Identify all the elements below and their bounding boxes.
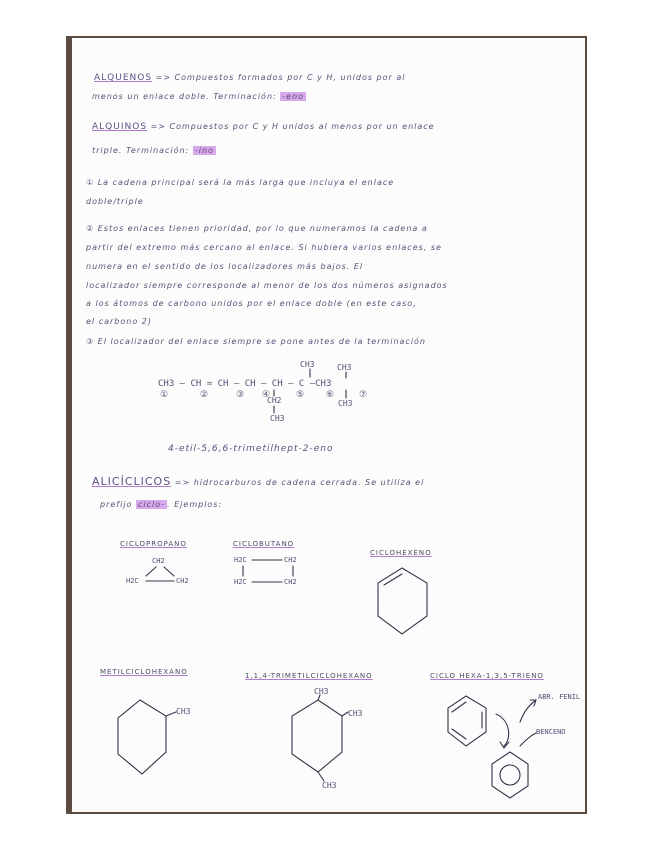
- ciclopropano-ch2-right: CH2: [176, 577, 189, 585]
- formula-bottom-ch3: CH3: [270, 414, 285, 423]
- ciclobutano-h2c-top: H2C: [234, 556, 247, 564]
- metilciclohexano-label: METILCICLOHEXANO: [100, 668, 188, 676]
- formula-locant-4: ④: [262, 390, 271, 400]
- ciclobutano-ch2-bottom: CH2: [284, 578, 297, 586]
- formula-locant-2: ②: [200, 390, 209, 400]
- rule2-line5: a los átomos de carbono unidos por el enlace doble (en este caso,: [86, 299, 417, 308]
- alquenos-title: ALQUENOS: [94, 73, 153, 83]
- ciclopropano-ch2-top: CH2: [152, 557, 165, 565]
- formula-locant-7: ⑦: [359, 390, 368, 400]
- aliciclicos-title: ALICÍCLICOS: [92, 475, 172, 488]
- ciclobutano-h2c-bottom: H2C: [234, 578, 247, 586]
- metilciclohexano-ch3: CH3: [176, 707, 191, 716]
- benceno-label: CICLO HEXA-1,3,5-TRIENO: [430, 672, 544, 680]
- aliciclicos-def: => hidrocarburos de cadena cerrada. Se utiliza el: [174, 478, 425, 487]
- ciclobutano-label: CICLOBUTANO: [233, 540, 295, 548]
- alquenos-suffix: -eno: [282, 92, 305, 101]
- formula-locant-1: ①: [160, 390, 169, 400]
- formula-top-ch3-a: CH3: [300, 360, 315, 369]
- alquenos-def2: menos un enlace doble. Terminación:: [92, 92, 277, 101]
- alquinos-suffix: -ino: [194, 146, 214, 155]
- alquinos-def2: triple. Terminación:: [92, 146, 190, 155]
- formula-bottom-ch3-b: CH3: [338, 399, 353, 408]
- formula-main-chain: CH3 – CH = CH – CH – CH – C –CH3: [158, 379, 332, 389]
- aliciclicos-def3: . Ejemplos:: [167, 500, 223, 509]
- benceno-name: BENCENO: [536, 728, 566, 736]
- rule2-line4: localizador siempre corresponde al menor de los dos números asignados: [86, 281, 448, 290]
- alquinos-title: ALQUINOS: [92, 122, 148, 132]
- ciclopropano-label: CICLOPROPANO: [120, 540, 187, 548]
- rule2-line3: numera en el sentido de los localizadores más bajos. El: [86, 262, 364, 271]
- aliciclicos-prefix: ciclo-: [138, 500, 166, 509]
- trimetil-ch3-bottom: CH3: [322, 781, 337, 790]
- trimetil-ch3-top: CH3: [314, 687, 329, 696]
- formula-locant-3: ③: [236, 390, 245, 400]
- formula-top-ch3-b: CH3: [337, 363, 352, 372]
- alquenos-def: => Compuestos formados por C y H, unidos por al: [155, 73, 406, 82]
- trimetil-label: 1,1,4-TRIMETILCICLOHEXANO: [245, 672, 373, 680]
- rule3: ③ El localizador del enlace siempre se pone antes de la terminación: [86, 337, 427, 346]
- formula-bottom-ch2: CH2: [267, 396, 282, 405]
- alquinos-def: => Compuestos por C y H unidos al menos por un enlace: [150, 122, 435, 131]
- trimetil-ch3-right: CH3: [348, 709, 363, 718]
- rule2-line6: el carbono 2): [86, 317, 152, 326]
- ciclohexeno-label: CICLOHEXENO: [370, 549, 432, 557]
- formula-locant-6: ⑥: [326, 390, 335, 400]
- formula-iupac-name: 4-etil-5,6,6-trimetilhept-2-eno: [168, 444, 334, 454]
- formula-locant-5: ⑤: [296, 390, 305, 400]
- ciclopropano-h2c: H2C: [126, 577, 139, 585]
- rule1-line2: doble/triple: [86, 197, 144, 206]
- rule2-line1: ② Estos enlaces tienen prioridad, por lo que numeramos la cadena a: [86, 224, 428, 233]
- ciclobutano-ch2-top: CH2: [284, 556, 297, 564]
- aliciclicos-def2: prefijo: [100, 500, 133, 509]
- rule1-line1: ① La cadena principal será la más larga que incluya el enlace: [86, 178, 395, 187]
- rule2-line2: partir del extremo más cercano al enlace. Si hubiera varios enlaces, se: [86, 243, 442, 252]
- benceno-abr-fenil: ABR. FENIL: [538, 693, 581, 701]
